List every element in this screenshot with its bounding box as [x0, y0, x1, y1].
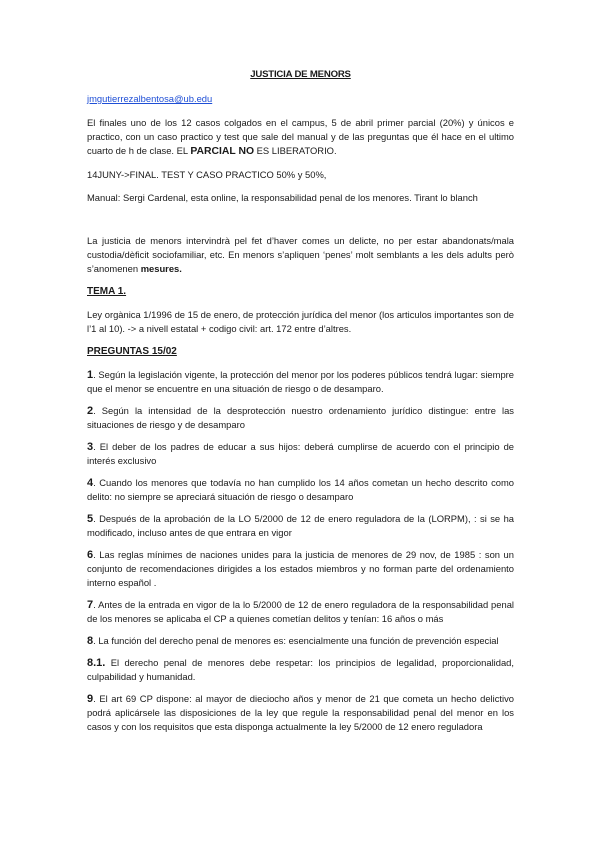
question-item — [87, 692, 514, 734]
question-text: . Antes de la entrada en vigor de la lo 5/2000 de 12 de enero reguladora de la responsabilidad penal de los menores se aplicaba el CP a quienes cometían delitos y tenían: 16 años o más — [87, 599, 514, 624]
question-item — [87, 512, 514, 540]
question-number: 8.1. — [87, 657, 106, 669]
intro-paragraph — [87, 116, 514, 159]
question-number: 7 — [87, 599, 94, 611]
question-text: . El deber de los padres de educar a sus hijos: deberá cumplirse de acuerdo con el principio de interés exclusivo — [87, 441, 514, 466]
question-number: 6 — [87, 549, 94, 561]
question-item — [87, 476, 514, 504]
question-number: 3 — [87, 441, 94, 453]
ley-paragraph: Ley orgànica 1/1996 de 15 de enero, de protección jurídica del menor (los articulos importantes son de l’1 al 10). -> a nivell estatal + codigo civil: art. 172 entre d’altres. — [87, 309, 514, 334]
email-link[interactable]: jmgutierrezalbentosa@ub.edu — [87, 93, 213, 104]
question-item — [87, 440, 514, 468]
justicia-paragraph — [87, 234, 514, 276]
question-number: 4 — [87, 477, 94, 489]
question-text: . Según la legislación vigente, la protección del menor por los poderes públicos tendrá lugar: siempre que el menor se encuentre en una situación de riesgo o de desamparo. — [87, 369, 514, 394]
question-item — [87, 368, 514, 396]
question-number: 8 — [87, 635, 94, 647]
question-number: 1 — [87, 369, 94, 381]
intro-text-1: El finales uno de los 12 casos colgados en el campus, 5 de abril primer parcial (20%) y únicos e practico, con un caso practico y test que sale del manual y de las preguntas que él hace en el ultimo cuarto de h de clase. EL — [87, 117, 514, 156]
question-item — [87, 634, 514, 648]
final-exam-line: 14JUNY->FINAL. TEST Y CASO PRACTICO 50% y 50%, — [87, 169, 327, 180]
question-item — [87, 598, 514, 626]
question-text: . El art 69 CP dispone: al mayor de dieciocho años y menor de 21 que cometa un hecho delictivo podrá aplicársele las disposiciones de la ley que regule la responsabilidad penal del menor en los casos y con los requisitos que esta disponga actualmente la ley 5/2000 de 12 enero reguladora — [87, 693, 514, 732]
question-text: . Según la intensidad de la desprotección nuestro ordenamiento jurídico distingue: entre las situaciones de riesgo y de desamparo — [87, 405, 514, 430]
justicia-text: La justicia de menors intervindrà pel fet d’haver comes un delicte, no per estar abandonats/mala custodia/dèficit sociofamiliar, etc. En menors s’apliquen ‘penes’ molt semblants a les dels adults però s’anomenen — [87, 235, 514, 274]
question-item — [87, 404, 514, 432]
questions-list — [87, 368, 514, 734]
question-text: . Cuando los menores que todavía no han cumplido los 14 años cometan un hecho descrito como delito: no siempre se apreciará situación de riesgo o desamparo — [87, 477, 514, 502]
question-text: . Las reglas mínimes de naciones unides para la justicia de menores de 29 nov, de 1985 : son un conjunto de recomendaciones dirigides a los estados miembros y no forman parte del ordenamiento interno español . — [87, 549, 514, 588]
question-number: 2 — [87, 405, 94, 417]
manual-line: Manual: Sergi Cardenal, esta online, la responsabilidad penal de los menores. Tirant lo blanch — [87, 192, 478, 203]
question-text: . La función del derecho penal de menores es: esencialmente una función de prevención especial — [93, 635, 499, 646]
question-number: 5 — [87, 513, 94, 525]
preguntas-heading: PREGUNTAS 15/02 — [87, 346, 177, 357]
tema-heading: TEMA 1. — [87, 286, 127, 297]
question-item — [87, 548, 514, 590]
question-number: 9 — [87, 693, 94, 705]
question-text: El derecho penal de menores debe respetar: los principios de legalidad, proporcionalidad, culpabilidad y humanidad. — [87, 657, 514, 682]
parcial-no-emphasis: PARCIAL NO — [190, 146, 255, 157]
intro-text-2: ES LIBERATORIO. — [254, 145, 337, 156]
mesures-emphasis: mesures. — [140, 263, 182, 274]
document-title: JUSTICIA DE MENORS — [250, 69, 351, 80]
question-text: . Después de la aprobación de la LO 5/2000 de 12 de enero reguladora de la (LORPM), : si se ha modificado, incluso antes de que entrara en vigor — [87, 513, 514, 538]
question-item — [87, 656, 514, 684]
